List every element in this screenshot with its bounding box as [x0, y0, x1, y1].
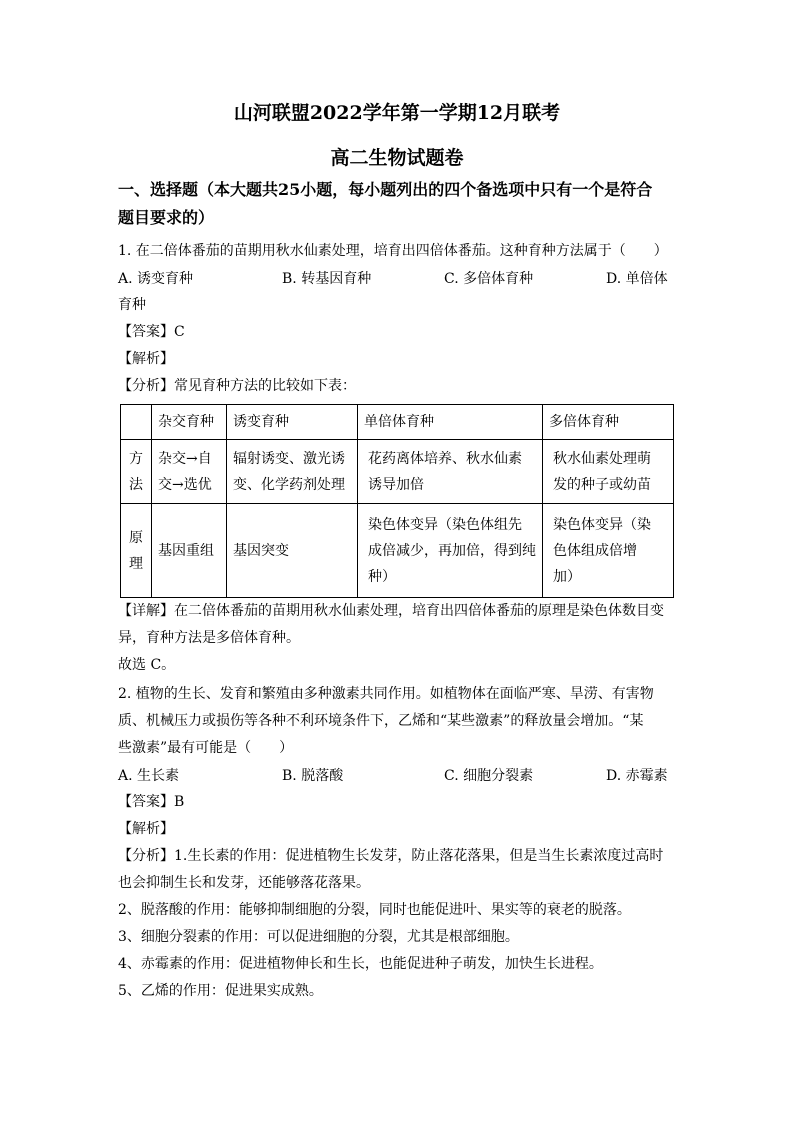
cell-line: 染色体变异（染色体组先	[368, 516, 522, 533]
cell-line: 发的种子或幼苗	[553, 476, 651, 493]
q1-conclusion: 故选 C。	[118, 657, 176, 673]
q2-stem-line3: 些激素”最有可能是（ ）	[118, 740, 294, 756]
q2-fenxi-line2: 也会抑制生长和发芽，还能够落花落果。	[118, 875, 370, 891]
table-header-cell: 单倍体育种	[358, 405, 543, 440]
cell-line: 杂交→自	[158, 450, 212, 467]
table-header-cell: 多倍体育种	[543, 405, 674, 440]
cell-line: 加）	[553, 568, 581, 585]
cell-line: 变、化学药剂处理	[233, 476, 345, 493]
section-heading-line1: 一、选择题（本大题共25小题，每小题列出的四个备选项中只有一个是符合	[118, 180, 653, 199]
table-row-method	[121, 440, 674, 504]
q2-option-d: D. 赤霉素	[606, 768, 668, 784]
table-row-label	[121, 440, 152, 504]
q2-option-a: A. 生长素	[118, 768, 180, 784]
cell-line: 成倍减少，再加倍，得到纯	[368, 542, 536, 559]
q1-stem: 1. 在二倍体番茄的苗期用秋水仙素处理，培育出四倍体番茄。这种育种方法属于（ ）	[118, 243, 668, 259]
q2-answer: 【答案】B	[118, 794, 185, 810]
q1-option-d-wrap: 育种	[118, 297, 146, 313]
table-cell	[227, 440, 358, 504]
cell-line: 基因重组	[158, 542, 214, 559]
section-heading-line2: 题目要求的）	[118, 208, 215, 227]
table-cell	[358, 440, 543, 504]
table-cell	[152, 504, 227, 598]
page-subtitle: 高二生物试题卷	[330, 147, 464, 169]
table-header-row	[121, 405, 674, 440]
table-row-label-char: 法	[129, 476, 143, 493]
q1-fenxi: 【分析】常见育种方法的比较如下表：	[118, 378, 356, 394]
q1-detail-line1: 【详解】在二倍体番茄的苗期用秋水仙素处理，培育出四倍体番茄的原理是染色体数目变	[118, 603, 664, 619]
q1-detail-line2: 异，育种方法是多倍体育种。	[118, 630, 300, 646]
cell-line: 诱导加倍	[368, 476, 424, 493]
table-cell	[358, 504, 543, 598]
table-header-cell	[121, 405, 152, 440]
table-row-label-char: 理	[129, 555, 143, 572]
cell-line: 染色体变异（染	[553, 516, 651, 533]
q2-point-3: 3、细胞分裂素的作用：可以促进细胞的分裂，尤其是根部细胞。	[118, 929, 519, 945]
table-cell	[543, 504, 674, 598]
table-row-label	[121, 504, 152, 598]
q2-stem-line2: 质、机械压力或损伤等各种不利环境条件下，乙烯和“某些激素”的释放量会增加。“某	[118, 713, 644, 729]
cell-line: 色体组成倍增	[553, 542, 637, 559]
cell-line: 花药离体培养、秋水仙素	[368, 450, 522, 467]
cell-line: 基因突变	[233, 542, 289, 559]
cell-line: 交→选优	[158, 476, 212, 493]
table-header-cell: 杂交育种	[152, 405, 227, 440]
q2-option-c: C. 细胞分裂素	[444, 768, 534, 784]
q2-fenxi-line1: 【分析】1.生长素的作用：促进植物生长发芽，防止落花落果，但是当生长素浓度过高时	[118, 848, 664, 864]
q2-stem-line1: 2. 植物的生长、发育和繁殖由多种激素共同作用。如植物体在面临严寒、旱涝、有害物	[118, 686, 654, 702]
q1-answer: 【答案】C	[118, 324, 185, 340]
cell-line: 种）	[368, 568, 396, 585]
cell-line: 辐射诱变、激光诱	[233, 450, 345, 467]
q1-option-a: A. 诱变育种	[118, 271, 194, 287]
table-row-principle	[121, 504, 674, 598]
table-row-label-char: 原	[129, 529, 143, 546]
q2-option-b: B. 脱落酸	[282, 768, 344, 784]
table-row-label-char: 方	[129, 450, 143, 467]
breeding-comparison-table	[120, 404, 674, 598]
table-cell	[152, 440, 227, 504]
q2-analysis-label: 【解析】	[118, 821, 174, 837]
cell-line: 秋水仙素处理萌	[553, 450, 651, 467]
q1-option-c: C. 多倍体育种	[444, 271, 534, 287]
q2-point-5: 5、乙烯的作用：促进果实成熟。	[118, 983, 323, 999]
q1-option-b: B. 转基因育种	[282, 271, 372, 287]
table-header-cell: 诱变育种	[227, 405, 358, 440]
table-cell	[543, 440, 674, 504]
page-title: 山河联盟2022学年第一学期12月联考	[233, 102, 561, 124]
q2-point-2: 2、脱落酸的作用：能够抑制细胞的分裂，同时也能促进叶、果实等的衰老的脱落。	[118, 902, 631, 918]
q2-point-4: 4、赤霉素的作用：促进植物伸长和生长，也能促进种子萌发，加快生长进程。	[118, 956, 603, 972]
q1-option-d: D. 单倍体	[606, 271, 668, 287]
table-cell	[227, 504, 358, 598]
q1-analysis-label: 【解析】	[118, 351, 174, 367]
